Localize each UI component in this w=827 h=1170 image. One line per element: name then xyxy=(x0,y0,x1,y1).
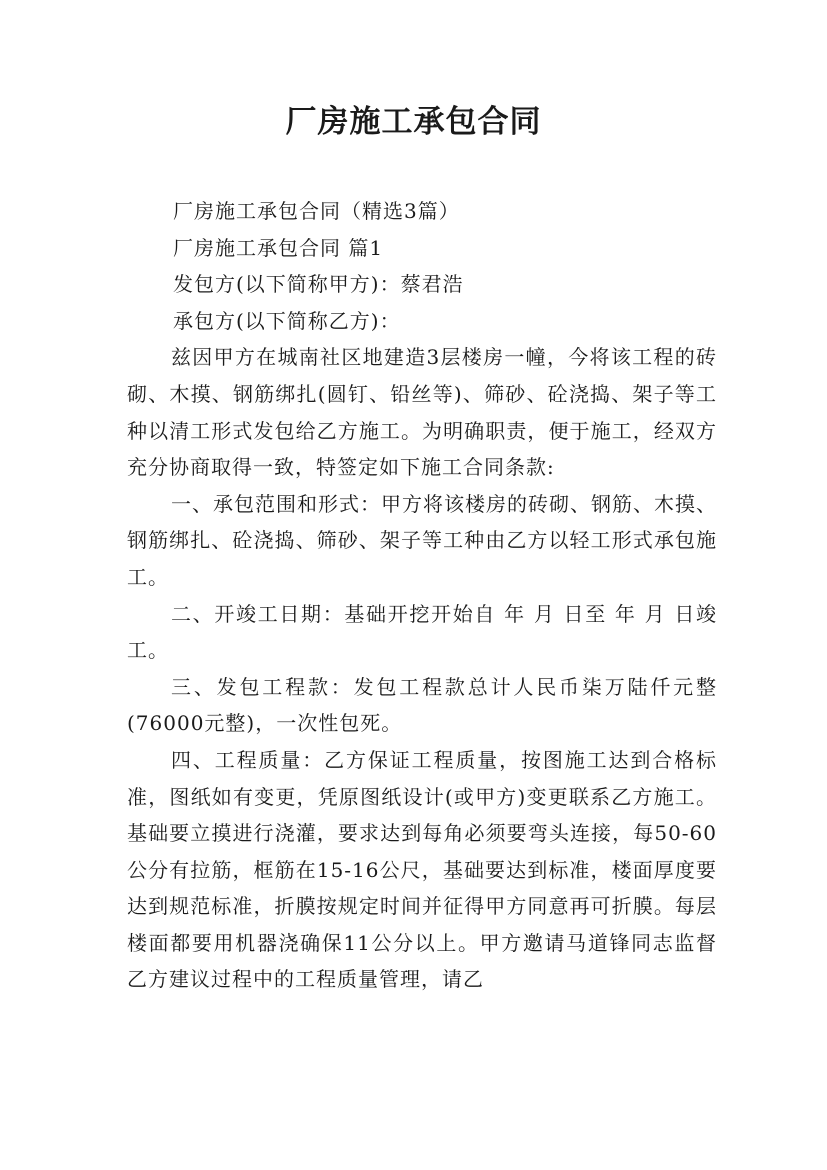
document-title: 厂房施工承包合同 xyxy=(285,104,542,140)
paragraph-clause-1: 一、承包范围和形式：甲方将该楼房的砖砌、钢筋、木摸、钢筋绑扎、砼浇捣、筛砂、架子等工种由乙方以轻工形式承包施工。 xyxy=(127,491,717,589)
paragraph-preamble: 兹因甲方在城南社区地建造3层楼房一幢，今将该工程的砖砌、木摸、钢筋绑扎(圆钉、铅丝等)、筛砂、砼浇捣、架子等工种以清工形式发包给乙方施工。为明确职责，便于施工，经双方充分协商取得一致，特签定如下施工合同条款: xyxy=(127,345,717,480)
paragraph-party-a: 发包方(以下简称甲方)：蔡君浩 xyxy=(173,272,464,297)
paragraph-section-heading: 厂房施工承包合同 篇1 xyxy=(173,235,384,260)
paragraph-party-b: 承包方(以下简称乙方)： xyxy=(173,308,401,333)
paragraph-clause-2: 二、开竣工日期：基础开挖开始自 年 月 日至 年 月 日竣工。 xyxy=(127,601,717,663)
document-body xyxy=(127,193,717,998)
paragraph-subtitle: 厂房施工承包合同（精选3篇） xyxy=(173,199,460,223)
paragraph-clause-3: 三、发包工程款：发包工程款总计人民币柒万陆仟元整(76000元整)，一次性包死。 xyxy=(127,674,717,736)
paragraph-clause-4: 四、工程质量：乙方保证工程质量，按图施工达到合格标准，图纸如有变更，凭原图纸设计(或甲方)变更联系乙方施工。基础要立摸进行浇灌，要求达到每角必须要弯头连接，每50-60公分有拉筋，框筋在15-16公尺，基础要达到标准，楼面厚度要达到规范标准，折膜按规定时间并征得甲方同意再可折膜。每层楼面都要用机器浇确保11公分以上。甲方邀请马道锋同志监督乙方建议过程中的工程质量管理，请乙 xyxy=(127,747,717,992)
